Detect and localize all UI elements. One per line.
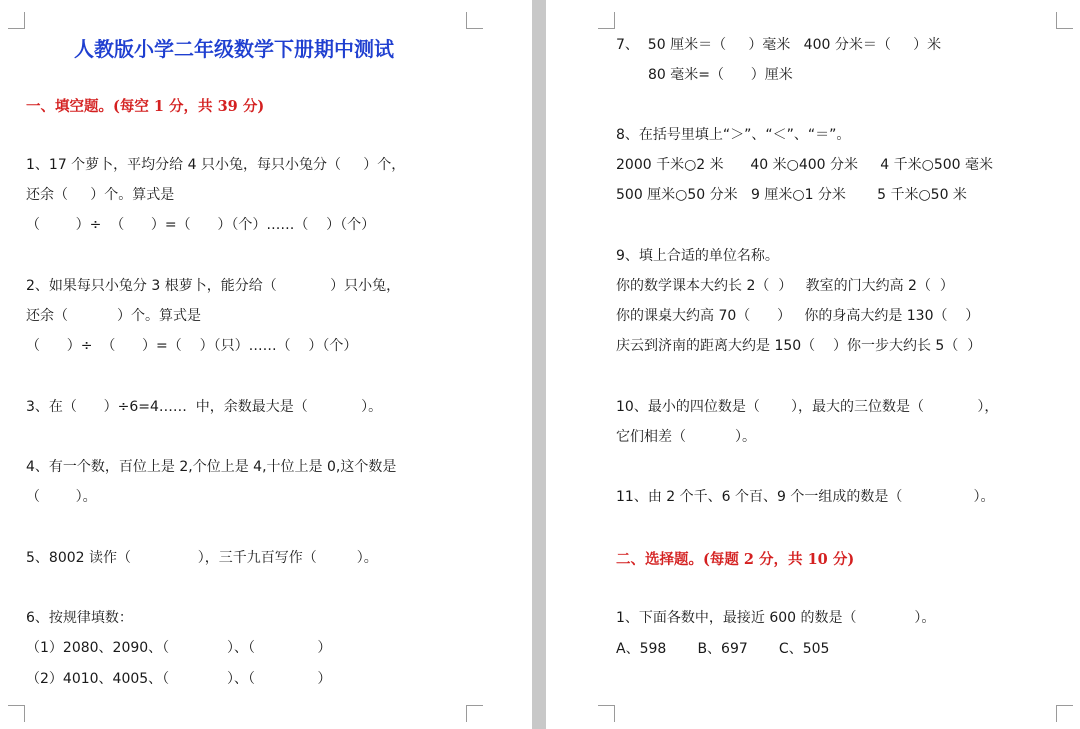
page-corner-mark: [1056, 705, 1073, 722]
question-line: 10、最小的四位数是（ ），最大的三位数是（ ），: [616, 399, 999, 415]
document-page-right: [546, 0, 1080, 729]
question-line: 8、在括号里填上“＞”、“＜”、“＝”。: [616, 127, 851, 143]
question-line: 2、如果每只小兔分 3 根萝卜，能分给（ ）只小兔，: [26, 278, 401, 294]
page-corner-mark: [8, 12, 25, 29]
question-line: 3、在（ ）÷6=4…… 中，余数最大是（ ）。: [26, 399, 383, 415]
page-corner-mark: [598, 12, 615, 29]
document-page-left: [0, 0, 532, 729]
document-title: 人教版小学二年级数学下册期中测试: [74, 37, 394, 61]
question-line: 你的数学课本大约长 2（ ） 教室的门大约高 2（ ）: [616, 278, 954, 294]
question-line: A、598 B、697 C、505: [616, 641, 830, 657]
question-line: 9、填上合适的单位名称。: [616, 248, 779, 264]
question-line: 4、有一个数，百位上是 2,个位上是 4,十位上是 0,这个数是: [26, 459, 397, 475]
question-line: 2000 千米○2 米 40 米○400 分米 4 千米○500 毫米: [616, 157, 994, 173]
question-line: （2）4010、4005、（ ）、（ ）: [26, 671, 332, 687]
question-line: （ ）÷ （ ）=（ ）（个）……（ ）（个）: [26, 217, 376, 233]
page-corner-mark: [598, 705, 615, 722]
question-line: 80 毫米=（ ）厘米: [648, 67, 793, 83]
question-line: （ ）。: [26, 489, 97, 505]
section-heading-fill-blank: 一、填空题。(每空 1 分，共 39 分): [26, 98, 265, 115]
page-corner-mark: [8, 705, 25, 722]
question-line: 它们相差（ ）。: [616, 429, 756, 445]
question-line: 1、下面各数中，最接近 600 的数是（ ）。: [616, 610, 936, 626]
question-line: 11、由 2 个千、6 个百、9 个一组成的数是（ ）。: [616, 489, 995, 505]
section-heading-choice: 二、选择题。(每题 2 分，共 10 分): [616, 551, 855, 568]
page-corner-mark: [466, 705, 483, 722]
question-line: 还余（ ）个。算式是: [26, 187, 175, 203]
question-line: 500 厘米○50 分米 9 厘米○1 分米 5 千米○50 米: [616, 187, 967, 203]
question-line: 1、17 个萝卜，平均分给 4 只小兔，每只小兔分（ ）个，: [26, 157, 406, 173]
page-corner-mark: [466, 12, 483, 29]
question-line: （1）2080、2090、（ ）、（ ）: [26, 640, 332, 656]
question-line: （ ）÷ （ ）=（ ）（只）……（ ）（个）: [26, 338, 358, 354]
question-line: 庆云到济南的距离大约是 150（ ）你一步大约长 5（ ）: [616, 338, 982, 354]
question-line: 7、 50 厘米＝（ ）毫米 400 分米＝（ ）米: [616, 37, 942, 53]
page-corner-mark: [1056, 12, 1073, 29]
question-line: 5、8002 读作（ ），三千九百写作（ ）。: [26, 550, 378, 566]
question-line: 还余（ ）个。算式是: [26, 308, 201, 324]
question-line: 6、按规律填数：: [26, 610, 133, 626]
question-line: 你的课桌大约高 70（ ） 你的身高大约是 130（ ）: [616, 308, 980, 324]
